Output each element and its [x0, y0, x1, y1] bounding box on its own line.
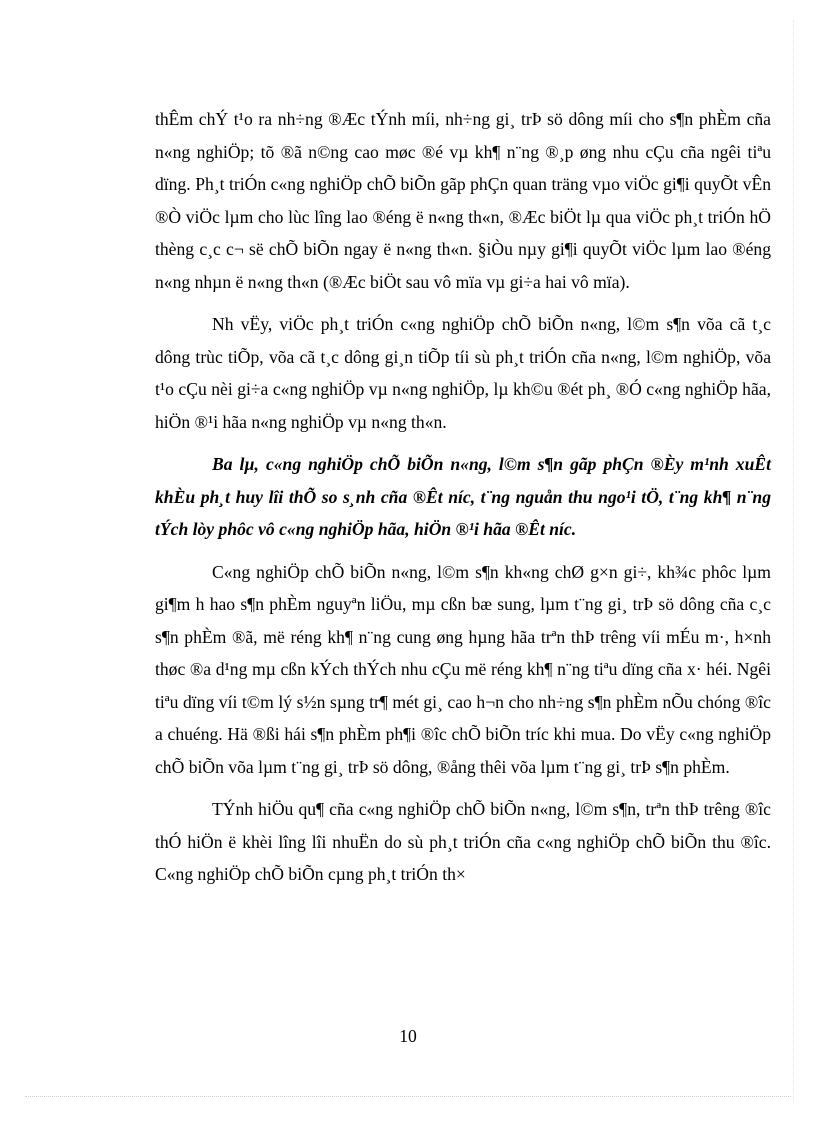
paragraph-processing-value: C«ng nghiÖp chÕ biÕn n«ng, l©m s¶n kh«ng chØ g×n gi÷, kh¾c phôc lµm gi¶m h hao s¶n phÈm nguyªn liÖu, mµ cßn bæ sung, lµm t¨ng gi¸ trÞ sö dông cña c¸c s¶n phÈm ®ã, më réng kh¶ n¨ng cung øng hµng hãa trªn thÞ trêng víi mÉu m·, h×nh thøc ®a d¹ng mµ cßn kÝch thÝch nhu cÇu më réng kh¶ n¨ng tiªu dïng cña x· héi. Ngêi tiªu dïng víi t©m lý s½n sµng tr¶ mét gi¸ cao h¬n cho nh÷ng s¶n phÈm nÕu chóng ®îc a chuéng. Hä ®ßi hái s¶n phÈm ph¶i ®îc chÕ biÕn tríc khi mua. Do vËy c«ng nghiÖp chÕ biÕn võa lµm t¨ng gi¸ trÞ sö dông, ®ång thêi võa lµm t¨ng gi¸ trÞ s¶n phÈm. — [155, 561, 771, 777]
body-text — [155, 103, 771, 901]
page-number: 10 — [399, 1026, 417, 1046]
page-bottom-border — [25, 1096, 791, 1097]
paragraph-efficiency: TÝnh hiÖu qu¶ cña c«ng nghiÖp chÕ biÕn n«ng, l©m s¶n, trªn thÞ trêng ®îc thÓ hiÖn ë khèi lîng lîi nhuËn do sù ph¸t triÓn cña c«ng nghiÖp chÕ biÕn thu ®îc. C«ng nghiÖp chÕ biÕn cµng ph¸t triÓn th× — [155, 799, 771, 884]
paragraph-conclusion: Nh vËy, viÖc ph¸t triÓn c«ng nghiÖp chÕ biÕn n«ng, l©m s¶n võa cã t¸c dông trùc tiÕp, võa cã t¸c dông gi¸n tiÕp tíi sù ph¸t triÓn cña n«ng, l©m nghiÖp, võa t¹o cÇu nèi gi÷a c«ng nghiÖp vµ n«ng nghiÖp, lµ kh©u ®ét ph¸ ®Ó c«ng nghiÖp hãa, hiÖn ®¹i hãa n«ng nghiÖp vµ n«ng th«n. — [155, 314, 771, 432]
page-side-border — [793, 20, 794, 1103]
paragraph-heading-third-point: Ba lµ, c«ng nghiÖp chÕ biÕn n«ng, l©m s¶n gãp phÇn ®Èy m¹nh xuÊt khÈu ph¸t huy lîi thÕ so s¸nh cña ®Êt níc, t¨ng nguån thu ngo¹i tÖ, t¨ng kh¶ n¨ng tÝch lòy phôc vô c«ng nghiÖp hãa, hiÖn ®¹i hãa ®Êt níc. — [155, 454, 771, 539]
paragraph-continuation: thÊm chÝ t¹o ra nh÷ng ®Æc tÝnh míi, nh÷ng gi¸ trÞ sö dông míi cho s¶n phÈm cña n«ng nghiÖp; tõ ®ã n©ng cao møc ®é vµ kh¶ n¨ng ®¸p øng nhu cÇu cña ngêi tiªu dïng. Ph¸t triÓn c«ng nghiÖp chÕ biÕn gãp phÇn quan träng vµo viÖc gi¶i quyÕt vÊn ®Ò viÖc lµm cho lùc lîng lao ®éng ë n«ng th«n, ®Æc biÖt lµ qua viÖc ph¸t triÓn hÖ thèng c¸c c¬ së chÕ biÕn ngay ë n«ng th«n. §iÒu nµy gi¶i quyÕt viÖc lµm lao ®éng n«ng nhµn ë n«ng th«n (®Æc biÖt sau vô mïa vµ gi÷a hai vô mïa). — [155, 109, 771, 292]
